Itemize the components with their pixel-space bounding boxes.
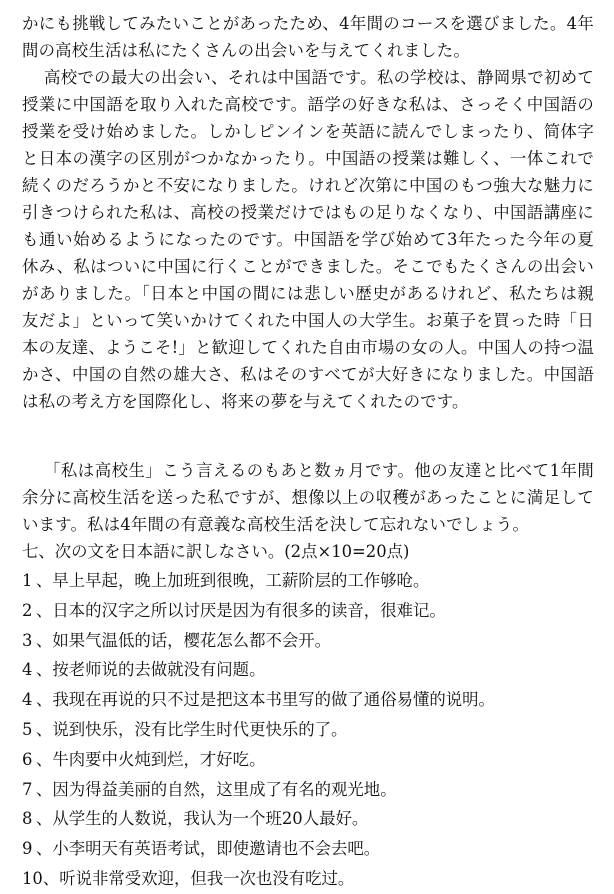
translation-item: [22, 804, 602, 834]
item-separator: 、: [36, 749, 53, 769]
translation-item: [22, 775, 602, 805]
item-number: 9: [22, 839, 33, 859]
translation-item: [22, 626, 602, 656]
item-number: 2: [22, 600, 33, 620]
item-separator: 、: [36, 630, 53, 650]
item-text: 日本的汉字之所以讨厌是因为有很多的读音，很难记。: [52, 600, 446, 620]
item-number: 7: [22, 779, 33, 799]
item-separator: 、: [42, 868, 60, 888]
item-text: 从学生的人数说，我认为一个班20人最好。: [52, 809, 369, 829]
item-number: 1: [22, 571, 33, 590]
item-number: 8: [22, 809, 33, 829]
item-separator: 、: [36, 660, 53, 680]
translation-item: [22, 864, 602, 894]
item-number: 5: [22, 719, 33, 739]
item-text: 按老师说的去做就没有问题。: [52, 660, 266, 680]
translation-item: [22, 566, 602, 596]
translation-item: [22, 834, 602, 864]
translation-item: [22, 715, 602, 745]
item-separator: 、: [36, 571, 53, 590]
item-number: 4: [22, 690, 33, 710]
translation-item: [22, 745, 602, 775]
item-number: 3: [22, 630, 33, 650]
item-text: 小李明天有英语考试，即使邀请也不会去吧。: [52, 839, 381, 859]
item-separator: 、: [36, 600, 53, 620]
translation-item: [22, 596, 602, 626]
item-separator: 、: [36, 839, 53, 859]
item-separator: 、: [36, 719, 53, 739]
item-text: 牛肉要中火炖到烂，才好吃。: [52, 749, 266, 769]
passage-paragraph-3: 「私は高校生」こう言えるのもあと数ヵ月です。他の友達と比べて1年間余分に高校生活を送った私ですが、想像以上の収穫があったことに満足しています。私は4年間の有意義な高校生活を決して忘れないでしょう。: [22, 461, 594, 534]
passage-paragraph-1: かにも挑戦してみたいことがあったため、4年間のコースを選びました。4年間の高校生活は私にたくさんの出会いを与えてくれました。: [22, 14, 594, 60]
item-number: 6: [22, 749, 33, 769]
item-text: 我现在再说的只不过是把这本书里写的做了通俗易懂的说明。: [52, 690, 495, 710]
item-text: 如果气温低的话，樱花怎么都不会开。: [52, 630, 332, 650]
item-separator: 、: [36, 809, 53, 829]
item-separator: 、: [36, 779, 53, 799]
translation-item-list: [22, 566, 602, 894]
item-text: 因为得益美丽的自然，这里成了有名的观光地。: [52, 779, 397, 799]
translation-item: [22, 685, 602, 715]
passage-paragraph-2: 高校での最大の出会い、それは中国語です。私の学校は、静岡県で初めて授業に中国語を取り入れた高校です。語学の好きな私は、さっそく中国語の授業を受け始めました。しかしピンインを英語に読んでしまったり、简体字と日本の漢字の区別がつかなかったり。中国語の授業は難しく、一体これで続くのだろうかと不安になりました。けれど次第に中国のもつ強大な魅力に引きつけられた私は、高校の授業だけではもの足りなくなり、中国語講座にも通い始めるようになったのです。中国語を学び始めて3年たった今年の夏休み、私はついに中国に行くことができました。そこでもたくさんの出会いがありました。「日本と中国の間には悲しい歴史があるけれど、私たちは親友だよ」といって笑いかけてくれた中国人の大学生。お菓子を買った時「日本の友達、ようこそ!」と歓迎してくれた自由市場の女の人。中国人の持つ温かさ、中国の自然の雄大さ、私はそのすべてが大好きになりました。中国語は私の考え方を国際化し、将来の夢を与えてくれたのです。: [22, 68, 594, 411]
item-text: 早上早起，晚上加班到很晚，工薪阶层的工作够呛。: [52, 571, 430, 590]
item-number: 10: [22, 868, 43, 888]
translation-item: [22, 655, 602, 685]
item-number: 4: [22, 660, 33, 680]
item-text: 听说非常受欢迎，但我一次也没有吃过。: [59, 868, 355, 888]
section-heading: 七、次の文を日本語に訳しなさい。(2点×10=20点): [22, 542, 410, 561]
item-separator: 、: [36, 690, 53, 710]
item-text: 说到快乐，没有比学生时代更快乐的了。: [52, 719, 348, 739]
